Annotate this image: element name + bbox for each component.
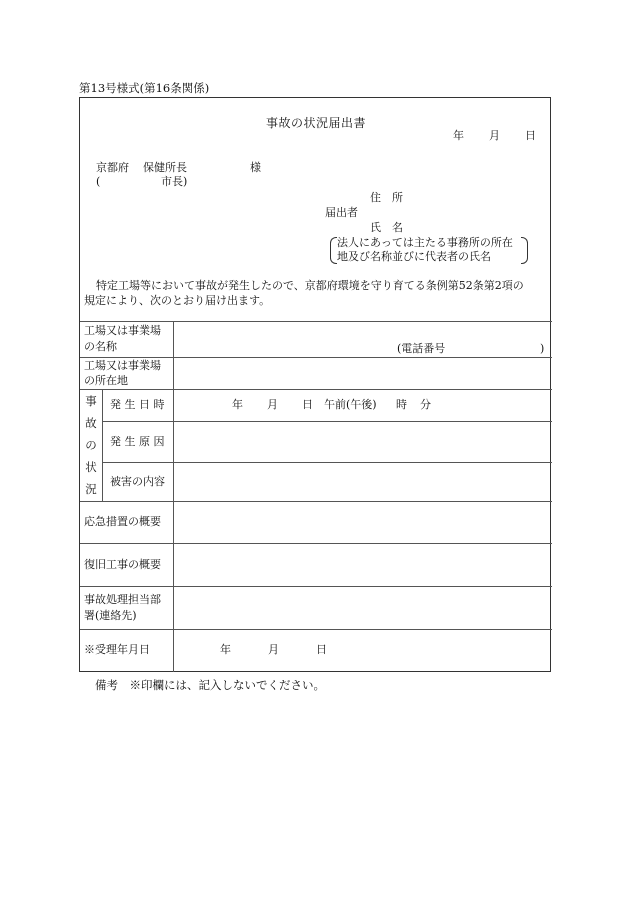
addressee-honorific: 様 [250, 161, 261, 174]
row-divider [80, 629, 552, 630]
cause-field[interactable] [174, 422, 551, 462]
body-text-line2: 規定により、次のとおり届け出ます。 [84, 294, 271, 307]
restoration-field[interactable] [174, 544, 551, 586]
accident-group-divider [102, 389, 103, 501]
cause-label: 発 生 原 因 [110, 435, 165, 448]
factory-name-label-2: の名称 [84, 340, 117, 353]
occurrence-ampm: 午前(午後) [324, 398, 377, 411]
restoration-label: 復旧工事の概要 [84, 558, 161, 571]
factory-name-label-1: 工場又は事業場 [84, 324, 161, 337]
department-label-2: 署(連絡先) [84, 609, 137, 622]
corp-note-line2: 地及び名称並びに代表者の氏名 [337, 250, 491, 263]
addressee-office: 保健所長 [143, 161, 187, 174]
body-text-line1: 特定工場等において事故が発生したので、京都府環境を守り育てる条例第52条第2項の [96, 279, 524, 292]
right-bracket-icon [521, 237, 528, 264]
addressee-open-paren: ( [96, 175, 101, 188]
form-title: 事故の状況届出書 [265, 116, 366, 130]
factory-location-label-1: 工場又は事業場 [84, 359, 161, 372]
notifier-label: 届出者 [325, 206, 358, 219]
accident-status-vertical-label: 事 故 の 状 況 [85, 394, 97, 496]
phone-close-paren: ) [540, 342, 545, 355]
row-divider [80, 389, 552, 390]
damage-field[interactable] [174, 463, 551, 501]
factory-location-field[interactable] [174, 358, 551, 389]
date-day-label: 日 [525, 129, 536, 142]
department-field[interactable] [174, 587, 551, 629]
addressee-mayor: 市長) [161, 175, 188, 188]
factory-name-field[interactable] [174, 322, 551, 357]
received-year: 年 [220, 643, 231, 656]
date-month-label: 月 [489, 129, 500, 142]
department-label-1: 事故処理担当部 [84, 593, 161, 606]
addressee-prefecture: 京都府 [96, 161, 129, 174]
notification-form [79, 97, 551, 672]
address-label: 住 所 [370, 191, 403, 204]
emergency-field[interactable] [174, 502, 551, 543]
emergency-label: 応急措置の概要 [84, 515, 161, 528]
received-day: 日 [316, 643, 327, 656]
occurrence-minute: 分 [420, 398, 431, 411]
corp-note-line1: 法人にあっては主たる事務所の所在 [337, 236, 513, 249]
factory-location-label-2: の所在地 [84, 374, 128, 387]
date-year-label: 年 [453, 129, 464, 142]
occurrence-datetime-label: 発 生 日 時 [110, 398, 165, 411]
footnote: 備考 ※印欄には、記入しないでください。 [95, 678, 325, 692]
occurrence-hour: 時 [396, 398, 407, 411]
damage-label: 被害の内容 [110, 475, 165, 488]
name-label: 氏 名 [370, 221, 403, 234]
occurrence-day: 日 [302, 398, 313, 411]
received-date-label: ※受理年月日 [84, 643, 150, 656]
occurrence-year: 年 [232, 398, 243, 411]
phone-label: (電話番号 [397, 342, 446, 355]
left-bracket-icon [330, 237, 337, 264]
occurrence-month: 月 [267, 398, 278, 411]
received-month: 月 [268, 643, 279, 656]
form-number: 第13号様式(第16条関係) [79, 81, 210, 95]
